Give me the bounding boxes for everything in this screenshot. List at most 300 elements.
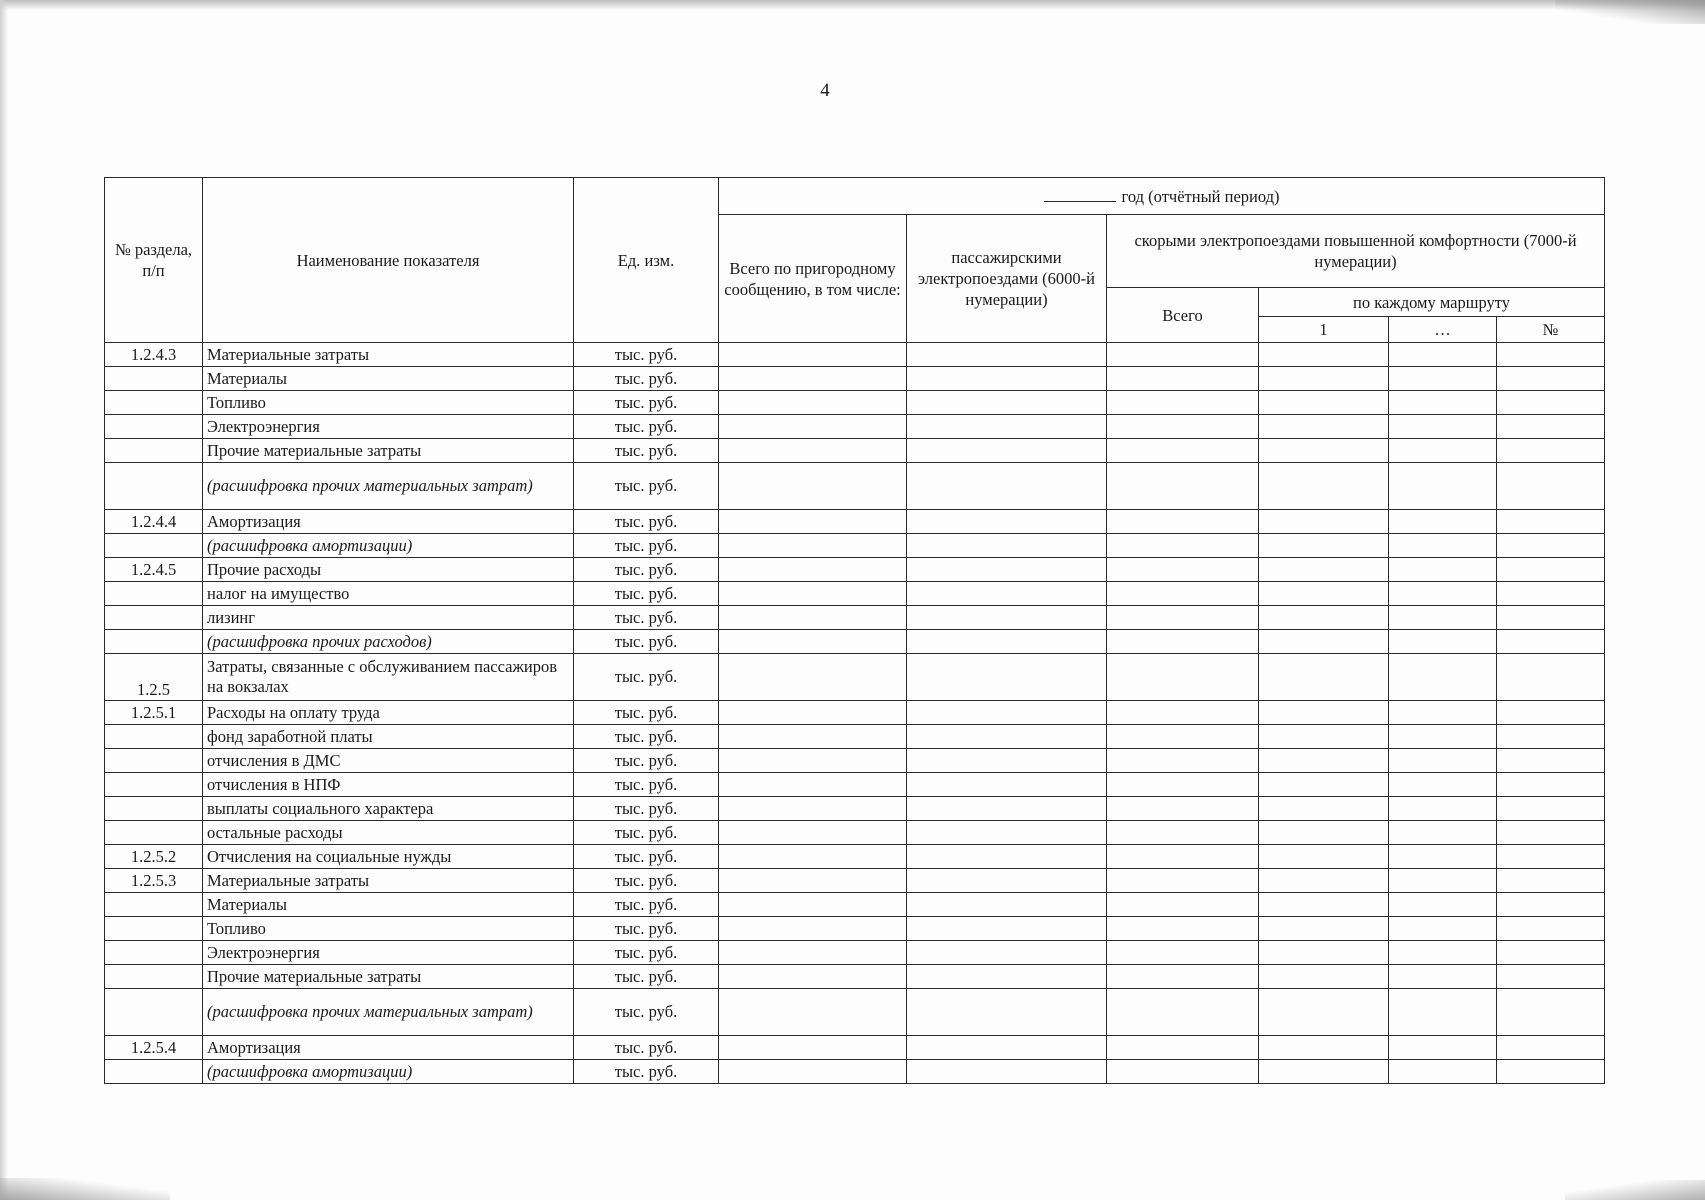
row-section-number: 1.2.5.1 — [105, 701, 203, 725]
empty-value-cell — [719, 582, 907, 606]
empty-value-cell — [1259, 439, 1389, 463]
empty-value-cell — [1107, 534, 1259, 558]
header-period — [719, 178, 1605, 215]
empty-value-cell — [1107, 415, 1259, 439]
empty-value-cell — [1497, 343, 1605, 367]
empty-value-cell — [1107, 439, 1259, 463]
row-unit: тыс. руб. — [574, 773, 719, 797]
empty-value-cell — [1259, 965, 1389, 989]
row-indicator-name: Электроэнергия — [203, 415, 574, 439]
empty-value-cell — [719, 749, 907, 773]
empty-value-cell — [1497, 1036, 1605, 1060]
empty-value-cell — [1107, 630, 1259, 654]
empty-value-cell — [1389, 510, 1497, 534]
empty-value-cell — [907, 821, 1107, 845]
empty-value-cell — [1259, 391, 1389, 415]
row-indicator-name: Материальные затраты — [203, 343, 574, 367]
row-indicator-name: Топливо — [203, 391, 574, 415]
row-unit: тыс. руб. — [574, 1036, 719, 1060]
empty-value-cell — [1259, 1060, 1389, 1084]
row-section-number — [105, 1060, 203, 1084]
row-section-number: 1.2.4.3 — [105, 343, 203, 367]
empty-value-cell — [719, 415, 907, 439]
row-unit: тыс. руб. — [574, 439, 719, 463]
empty-value-cell — [1497, 463, 1605, 510]
empty-value-cell — [1389, 869, 1497, 893]
row-indicator-name: Амортизация — [203, 1036, 574, 1060]
empty-value-cell — [1107, 893, 1259, 917]
table-row — [105, 415, 1605, 439]
row-section-number: 1.2.4.4 — [105, 510, 203, 534]
empty-value-cell — [719, 630, 907, 654]
empty-value-cell — [1389, 391, 1497, 415]
table-row — [105, 439, 1605, 463]
empty-value-cell — [907, 1060, 1107, 1084]
empty-value-cell — [1497, 439, 1605, 463]
empty-value-cell — [1259, 463, 1389, 510]
empty-value-cell — [1389, 558, 1497, 582]
row-section-number — [105, 439, 203, 463]
row-section-number — [105, 941, 203, 965]
row-indicator-name: Прочие расходы — [203, 558, 574, 582]
row-indicator-name: Материалы — [203, 893, 574, 917]
empty-value-cell — [719, 821, 907, 845]
empty-value-cell — [1389, 821, 1497, 845]
table-row — [105, 606, 1605, 630]
row-unit: тыс. руб. — [574, 463, 719, 510]
empty-value-cell — [719, 558, 907, 582]
empty-value-cell — [1389, 439, 1497, 463]
empty-value-cell — [719, 941, 907, 965]
empty-value-cell — [1497, 654, 1605, 701]
empty-value-cell — [1389, 534, 1497, 558]
row-unit: тыс. руб. — [574, 654, 719, 701]
empty-value-cell — [719, 1060, 907, 1084]
empty-value-cell — [907, 869, 1107, 893]
table-row — [105, 917, 1605, 941]
empty-value-cell — [1497, 534, 1605, 558]
empty-value-cell — [1497, 630, 1605, 654]
row-section-number — [105, 367, 203, 391]
empty-value-cell — [1389, 725, 1497, 749]
row-indicator-name: Амортизация — [203, 510, 574, 534]
row-unit: тыс. руб. — [574, 606, 719, 630]
row-indicator-name: Затраты, связанные с обслуживанием пассажиров на вокзалах — [203, 654, 574, 701]
empty-value-cell — [907, 654, 1107, 701]
year-blank-line — [1044, 185, 1116, 202]
table-row — [105, 845, 1605, 869]
empty-value-cell — [1497, 869, 1605, 893]
row-section-number — [105, 989, 203, 1036]
header-section-number: № раздела, п/п — [105, 178, 203, 343]
empty-value-cell — [1389, 415, 1497, 439]
empty-value-cell — [1259, 749, 1389, 773]
empty-value-cell — [1497, 558, 1605, 582]
empty-value-cell — [1107, 701, 1259, 725]
row-indicator-name: Отчисления на социальные нужды — [203, 845, 574, 869]
empty-value-cell — [1497, 773, 1605, 797]
row-section-number — [105, 749, 203, 773]
empty-value-cell — [1389, 463, 1497, 510]
empty-value-cell — [1259, 893, 1389, 917]
row-indicator-name: отчисления в ДМС — [203, 749, 574, 773]
empty-value-cell — [719, 869, 907, 893]
empty-value-cell — [1259, 343, 1389, 367]
empty-value-cell — [1389, 941, 1497, 965]
empty-value-cell — [907, 558, 1107, 582]
header-route-dots: … — [1389, 317, 1497, 343]
empty-value-cell — [719, 1036, 907, 1060]
header-per-route: по каждому маршруту — [1259, 288, 1605, 317]
empty-value-cell — [1389, 701, 1497, 725]
empty-value-cell — [719, 654, 907, 701]
empty-value-cell — [1259, 415, 1389, 439]
empty-value-cell — [1107, 463, 1259, 510]
table-row — [105, 749, 1605, 773]
row-unit: тыс. руб. — [574, 534, 719, 558]
row-unit: тыс. руб. — [574, 845, 719, 869]
empty-value-cell — [1259, 917, 1389, 941]
table-row — [105, 797, 1605, 821]
row-section-number — [105, 630, 203, 654]
header-route-1: 1 — [1259, 317, 1389, 343]
table-row — [105, 558, 1605, 582]
row-unit: тыс. руб. — [574, 725, 719, 749]
empty-value-cell — [1107, 821, 1259, 845]
empty-value-cell — [1497, 510, 1605, 534]
empty-value-cell — [1389, 654, 1497, 701]
empty-value-cell — [907, 391, 1107, 415]
scan-corner-top-right — [1555, 0, 1705, 24]
empty-value-cell — [907, 367, 1107, 391]
table-row — [105, 654, 1605, 701]
empty-value-cell — [1497, 797, 1605, 821]
row-section-number: 1.2.5 — [105, 654, 203, 701]
header-unit: Ед. изм. — [574, 178, 719, 343]
empty-value-cell — [719, 773, 907, 797]
empty-value-cell — [907, 415, 1107, 439]
table-row — [105, 941, 1605, 965]
empty-value-cell — [1389, 893, 1497, 917]
empty-value-cell — [1107, 391, 1259, 415]
row-indicator-name: Материалы — [203, 367, 574, 391]
table-row — [105, 343, 1605, 367]
empty-value-cell — [719, 510, 907, 534]
empty-value-cell — [719, 893, 907, 917]
table-row — [105, 367, 1605, 391]
empty-value-cell — [907, 510, 1107, 534]
empty-value-cell — [1107, 965, 1259, 989]
row-section-number — [105, 773, 203, 797]
header-period-label: год (отчётный период) — [1121, 187, 1280, 206]
row-unit: тыс. руб. — [574, 367, 719, 391]
empty-value-cell — [1107, 654, 1259, 701]
row-unit: тыс. руб. — [574, 701, 719, 725]
empty-value-cell — [1497, 606, 1605, 630]
empty-value-cell — [1107, 558, 1259, 582]
row-section-number — [105, 415, 203, 439]
row-section-number — [105, 534, 203, 558]
header-express-total: Всего — [1107, 288, 1259, 343]
table-row — [105, 582, 1605, 606]
empty-value-cell — [719, 606, 907, 630]
empty-value-cell — [907, 965, 1107, 989]
row-section-number — [105, 797, 203, 821]
page-number: 4 — [820, 80, 830, 101]
empty-value-cell — [1107, 869, 1259, 893]
row-unit: тыс. руб. — [574, 391, 719, 415]
empty-value-cell — [907, 439, 1107, 463]
empty-value-cell — [1107, 797, 1259, 821]
row-unit: тыс. руб. — [574, 558, 719, 582]
table-row — [105, 989, 1605, 1036]
empty-value-cell — [1497, 917, 1605, 941]
empty-value-cell — [1497, 821, 1605, 845]
empty-value-cell — [1497, 941, 1605, 965]
row-unit: тыс. руб. — [574, 965, 719, 989]
empty-value-cell — [1389, 989, 1497, 1036]
empty-value-cell — [1259, 654, 1389, 701]
table-row — [105, 773, 1605, 797]
empty-value-cell — [1259, 606, 1389, 630]
header-route-n: № — [1497, 317, 1605, 343]
row-indicator-name: (расшифровка амортизации) — [203, 534, 574, 558]
empty-value-cell — [1497, 989, 1605, 1036]
empty-value-cell — [1259, 582, 1389, 606]
empty-value-cell — [1497, 725, 1605, 749]
empty-value-cell — [1389, 797, 1497, 821]
row-indicator-name: (расшифровка прочих материальных затрат) — [203, 463, 574, 510]
row-section-number — [105, 893, 203, 917]
empty-value-cell — [1389, 630, 1497, 654]
empty-value-cell — [1497, 367, 1605, 391]
table-row — [105, 534, 1605, 558]
scan-edge-left — [0, 0, 8, 1200]
row-section-number — [105, 606, 203, 630]
table-row — [105, 630, 1605, 654]
empty-value-cell — [1389, 1036, 1497, 1060]
empty-value-cell — [1389, 606, 1497, 630]
row-indicator-name: фонд заработной платы — [203, 725, 574, 749]
row-indicator-name: Расходы на оплату труда — [203, 701, 574, 725]
empty-value-cell — [719, 965, 907, 989]
row-section-number: 1.2.5.4 — [105, 1036, 203, 1060]
empty-value-cell — [1497, 749, 1605, 773]
empty-value-cell — [719, 917, 907, 941]
empty-value-cell — [1107, 1036, 1259, 1060]
empty-value-cell — [1389, 749, 1497, 773]
empty-value-cell — [719, 725, 907, 749]
row-unit: тыс. руб. — [574, 821, 719, 845]
table-row — [105, 893, 1605, 917]
row-indicator-name: остальные расходы — [203, 821, 574, 845]
empty-value-cell — [907, 941, 1107, 965]
table-row — [105, 869, 1605, 893]
table-row — [105, 821, 1605, 845]
row-indicator-name: Материальные затраты — [203, 869, 574, 893]
row-unit: тыс. руб. — [574, 1060, 719, 1084]
empty-value-cell — [1497, 582, 1605, 606]
row-indicator-name: Прочие материальные затраты — [203, 439, 574, 463]
row-unit: тыс. руб. — [574, 510, 719, 534]
empty-value-cell — [1259, 797, 1389, 821]
empty-value-cell — [1259, 558, 1389, 582]
table-header — [105, 178, 1605, 343]
row-unit: тыс. руб. — [574, 917, 719, 941]
empty-value-cell — [1389, 1060, 1497, 1084]
row-section-number — [105, 821, 203, 845]
table-row — [105, 463, 1605, 510]
table-row — [105, 391, 1605, 415]
empty-value-cell — [719, 391, 907, 415]
row-unit: тыс. руб. — [574, 415, 719, 439]
empty-value-cell — [1107, 773, 1259, 797]
empty-value-cell — [1259, 701, 1389, 725]
row-unit: тыс. руб. — [574, 989, 719, 1036]
row-section-number: 1.2.4.5 — [105, 558, 203, 582]
empty-value-cell — [907, 701, 1107, 725]
empty-value-cell — [1497, 701, 1605, 725]
row-unit: тыс. руб. — [574, 749, 719, 773]
row-section-number — [105, 582, 203, 606]
scan-corner-bottom-right — [1565, 1180, 1705, 1200]
report-table — [104, 177, 1605, 1084]
empty-value-cell — [1107, 917, 1259, 941]
empty-value-cell — [1389, 367, 1497, 391]
row-indicator-name: (расшифровка амортизации) — [203, 1060, 574, 1084]
empty-value-cell — [1107, 1060, 1259, 1084]
empty-value-cell — [1107, 367, 1259, 391]
empty-value-cell — [1107, 749, 1259, 773]
row-section-number — [105, 463, 203, 510]
empty-value-cell — [907, 989, 1107, 1036]
empty-value-cell — [1497, 391, 1605, 415]
empty-value-cell — [907, 749, 1107, 773]
table-row — [105, 510, 1605, 534]
table-row — [105, 1060, 1605, 1084]
empty-value-cell — [1107, 606, 1259, 630]
empty-value-cell — [907, 630, 1107, 654]
empty-value-cell — [1107, 845, 1259, 869]
empty-value-cell — [719, 439, 907, 463]
row-section-number — [105, 391, 203, 415]
empty-value-cell — [1259, 989, 1389, 1036]
row-section-number: 1.2.5.2 — [105, 845, 203, 869]
row-indicator-name: (расшифровка прочих расходов) — [203, 630, 574, 654]
row-section-number — [105, 965, 203, 989]
row-unit: тыс. руб. — [574, 343, 719, 367]
table-row — [105, 1036, 1605, 1060]
row-section-number — [105, 725, 203, 749]
empty-value-cell — [1259, 845, 1389, 869]
row-unit: тыс. руб. — [574, 869, 719, 893]
scan-edge-top — [0, 0, 1705, 10]
empty-value-cell — [1107, 510, 1259, 534]
empty-value-cell — [907, 845, 1107, 869]
empty-value-cell — [907, 582, 1107, 606]
header-indicator-name: Наименование показателя — [203, 178, 574, 343]
row-indicator-name: Топливо — [203, 917, 574, 941]
row-indicator-name: отчисления в НПФ — [203, 773, 574, 797]
empty-value-cell — [1259, 630, 1389, 654]
row-section-number: 1.2.5.3 — [105, 869, 203, 893]
empty-value-cell — [1259, 534, 1389, 558]
empty-value-cell — [1497, 1060, 1605, 1084]
empty-value-cell — [1497, 845, 1605, 869]
row-unit: тыс. руб. — [574, 893, 719, 917]
empty-value-cell — [719, 989, 907, 1036]
row-indicator-name: выплаты социального характера — [203, 797, 574, 821]
empty-value-cell — [1259, 821, 1389, 845]
row-unit: тыс. руб. — [574, 797, 719, 821]
empty-value-cell — [907, 343, 1107, 367]
empty-value-cell — [907, 797, 1107, 821]
empty-value-cell — [1389, 917, 1497, 941]
table-row — [105, 725, 1605, 749]
empty-value-cell — [907, 725, 1107, 749]
empty-value-cell — [1107, 725, 1259, 749]
empty-value-cell — [907, 606, 1107, 630]
header-passenger-trains: пассажирскими электропоездами (6000-й нумерации) — [907, 215, 1107, 343]
empty-value-cell — [1259, 1036, 1389, 1060]
empty-value-cell — [719, 463, 907, 510]
row-indicator-name: налог на имущество — [203, 582, 574, 606]
header-express-trains: скорыми электропоездами повышенной комфортности (7000-й нумерации) — [1107, 215, 1605, 288]
empty-value-cell — [1259, 773, 1389, 797]
empty-value-cell — [1497, 893, 1605, 917]
empty-value-cell — [1389, 582, 1497, 606]
table-row — [105, 701, 1605, 725]
header-total-suburban: Всего по пригородному сообщению, в том числе: — [719, 215, 907, 343]
empty-value-cell — [719, 343, 907, 367]
empty-value-cell — [1389, 343, 1497, 367]
empty-value-cell — [719, 367, 907, 391]
empty-value-cell — [719, 797, 907, 821]
scan-corner-bottom-left — [0, 1178, 170, 1200]
empty-value-cell — [1107, 343, 1259, 367]
row-indicator-name: (расшифровка прочих материальных затрат) — [203, 989, 574, 1036]
empty-value-cell — [1259, 725, 1389, 749]
row-indicator-name: Прочие материальные затраты — [203, 965, 574, 989]
row-unit: тыс. руб. — [574, 941, 719, 965]
empty-value-cell — [719, 845, 907, 869]
empty-value-cell — [1259, 869, 1389, 893]
row-unit: тыс. руб. — [574, 630, 719, 654]
table-row — [105, 965, 1605, 989]
empty-value-cell — [907, 463, 1107, 510]
empty-value-cell — [1107, 989, 1259, 1036]
empty-value-cell — [1497, 415, 1605, 439]
empty-value-cell — [907, 893, 1107, 917]
row-indicator-name: лизинг — [203, 606, 574, 630]
empty-value-cell — [1389, 845, 1497, 869]
empty-value-cell — [1259, 941, 1389, 965]
empty-value-cell — [1259, 510, 1389, 534]
empty-value-cell — [907, 773, 1107, 797]
empty-value-cell — [907, 1036, 1107, 1060]
empty-value-cell — [1259, 367, 1389, 391]
empty-value-cell — [1107, 582, 1259, 606]
empty-value-cell — [719, 534, 907, 558]
empty-value-cell — [1497, 965, 1605, 989]
empty-value-cell — [1389, 965, 1497, 989]
table-body — [105, 343, 1605, 1084]
empty-value-cell — [1389, 773, 1497, 797]
row-indicator-name: Электроэнергия — [203, 941, 574, 965]
empty-value-cell — [907, 917, 1107, 941]
empty-value-cell — [1107, 941, 1259, 965]
empty-value-cell — [907, 534, 1107, 558]
